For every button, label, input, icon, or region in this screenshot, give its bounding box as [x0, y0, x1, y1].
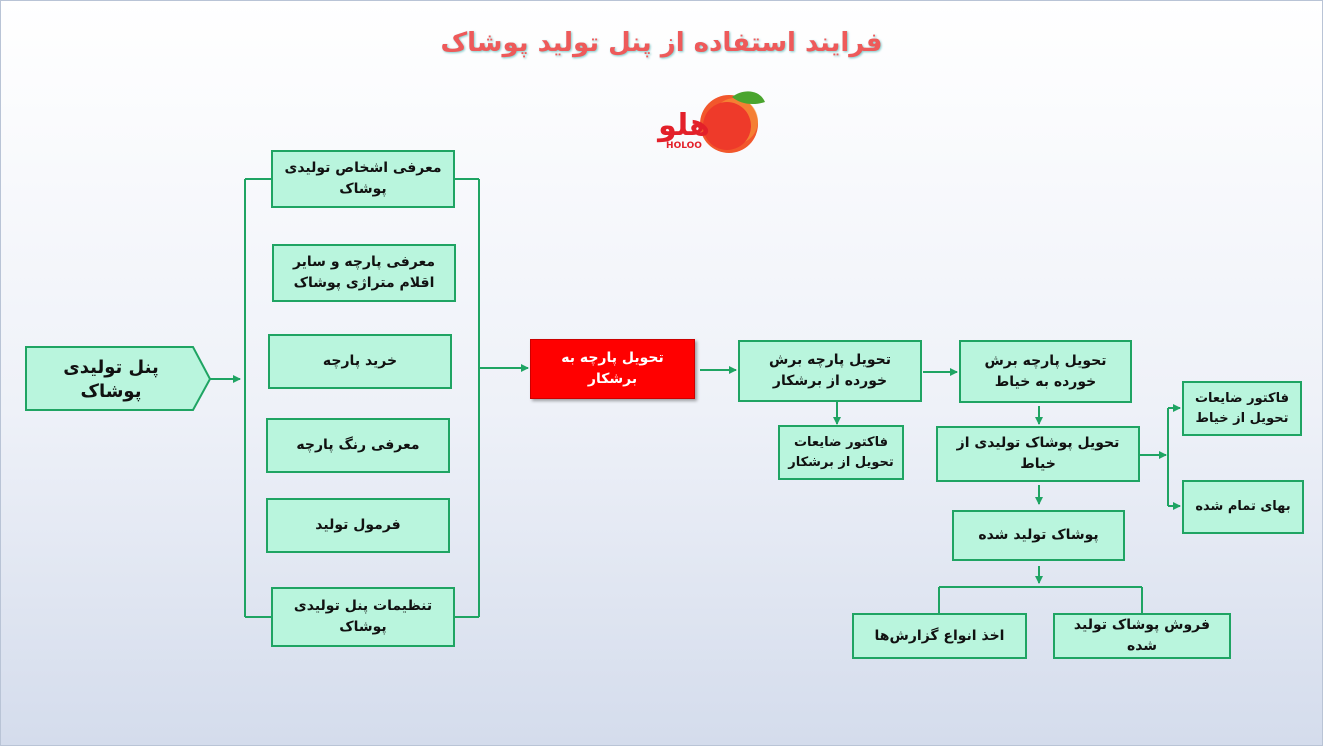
node-introduce-producers[interactable]: معرفی اشخاص تولیدی پوشاک [271, 150, 455, 208]
node-production-formula[interactable]: فرمول تولید [266, 498, 450, 553]
node-panel-settings[interactable]: تنظیمات پنل تولیدی پوشاک [271, 587, 455, 647]
node-fabric-color[interactable]: معرفی رنگ پارچه [266, 418, 450, 473]
node-sell-clothing[interactable]: فروش پوشاک تولید شده [1053, 613, 1231, 659]
svg-text:هلو: هلو [658, 108, 710, 143]
node-buy-fabric[interactable]: خرید پارچه [268, 334, 452, 389]
node-cutter-waste-invoice[interactable]: فاکتور ضایعات تحویل از برشکار [778, 425, 904, 480]
node-deliver-to-tailor[interactable]: تحویل پارچه برش خورده به خیاط [959, 340, 1132, 403]
node-clothing-production-panel[interactable]: پنل تولیدی پوشاک [63, 356, 159, 402]
node-receive-cut-fabric[interactable]: تحویل پارچه برش خورده از برشکار [738, 340, 922, 402]
node-produced-clothing[interactable]: پوشاک تولید شده [952, 510, 1125, 561]
node-introduce-fabric[interactable]: معرفی پارچه و سایر اقلام متراژی پوشاک [272, 244, 456, 302]
node-deliver-to-cutter[interactable]: تحویل پارچه به برشکار [530, 339, 695, 399]
node-tailor-waste-invoice[interactable]: فاکتور ضایعات تحویل از خیاط [1182, 381, 1302, 436]
node-receive-from-tailor[interactable]: تحویل پوشاک تولیدی از خیاط [936, 426, 1140, 482]
svg-text:HOLOO: HOLOO [666, 141, 702, 151]
diagram-title: فرایند استفاده از پنل تولید پوشاک [440, 28, 883, 58]
node-reports[interactable]: اخذ انواع گزارش‌ها [852, 613, 1027, 659]
node-total-cost[interactable]: بهای تمام شده [1182, 480, 1304, 534]
